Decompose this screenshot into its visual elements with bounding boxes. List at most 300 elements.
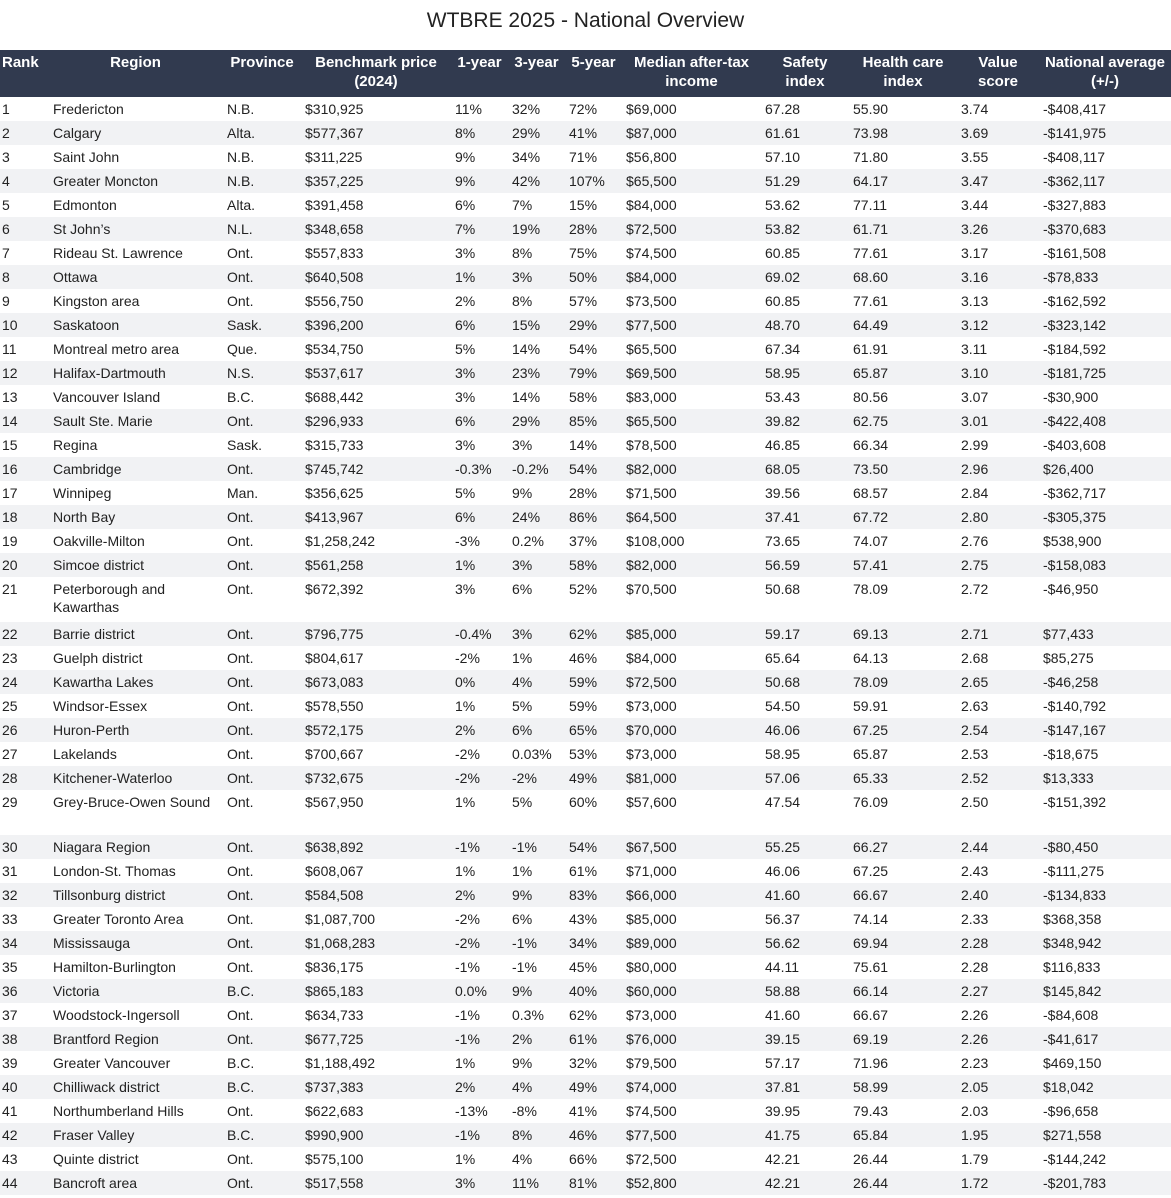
health-care-index-cell: 79.43	[853, 1103, 889, 1119]
five-year-change-cell: 81%	[565, 1171, 622, 1195]
benchmark-price-cell: $311,225	[305, 149, 363, 165]
five-year-change-cell: 57%	[569, 293, 598, 309]
health-care-index-cell: 65.33	[849, 766, 957, 790]
table-body	[0, 97, 1171, 1195]
five-year-change-cell: 14%	[569, 437, 598, 453]
safety-index-cell: 67.28	[765, 101, 801, 117]
one-year-change-cell: -13%	[455, 1103, 488, 1119]
benchmark-price-cell: $315,733	[305, 437, 364, 453]
safety-index-cell: 44.11	[765, 959, 799, 975]
one-year-change-cell: -2%	[455, 650, 480, 666]
table-row	[0, 790, 1171, 835]
rank-cell: 33	[2, 911, 18, 927]
benchmark-price-cell: $700,667	[305, 746, 364, 762]
region-cell: Mississauga	[48, 931, 223, 955]
one-year-change-cell: 1%	[451, 553, 508, 577]
one-year-change-cell: -2%	[455, 911, 480, 927]
median-income-cell: $70,000	[622, 718, 761, 742]
table-row	[0, 646, 1171, 670]
safety-index-cell: 59.17	[761, 622, 849, 646]
benchmark-price-cell: $348,658	[301, 217, 451, 241]
median-income-cell: $72,500	[626, 1151, 677, 1167]
health-care-index-cell: 61.71	[849, 217, 957, 241]
median-income-cell: $79,500	[626, 1055, 677, 1071]
five-year-change-cell: 75%	[569, 245, 598, 261]
median-income-cell: $67,500	[622, 835, 761, 859]
region-cell: Grey-Bruce-Owen Sound	[53, 794, 211, 810]
province-cell: Ont.	[227, 746, 254, 762]
safety-index-cell: 46.06	[761, 718, 849, 742]
table-row	[0, 1099, 1171, 1123]
rank-cell: 13	[2, 389, 18, 405]
health-care-index-cell: 80.56	[853, 389, 889, 405]
health-care-index-cell: 76.09	[853, 794, 889, 810]
health-care-index-cell: 78.09	[853, 581, 889, 597]
province-cell: Ont.	[223, 1027, 301, 1051]
health-care-index-cell: 66.67	[853, 1007, 889, 1023]
region-cell: Edmonton	[53, 197, 117, 213]
three-year-change-cell: 4%	[508, 670, 565, 694]
safety-index-cell: 41.60	[761, 883, 849, 907]
one-year-change-cell: -2%	[451, 931, 508, 955]
rank-cell: 27	[2, 746, 18, 762]
rank-cell: 20	[0, 553, 48, 577]
province-cell: Ont.	[227, 698, 254, 714]
five-year-change-cell: 54%	[569, 341, 598, 357]
province-cell: N.L.	[223, 217, 301, 241]
table-row	[0, 265, 1171, 289]
rank-cell: 39	[2, 1055, 18, 1071]
table-row	[0, 241, 1171, 265]
median-income-cell: $73,500	[626, 293, 677, 309]
header-benchmark-price: Benchmark price (2024)	[301, 50, 451, 97]
benchmark-price-cell: $413,967	[301, 505, 451, 529]
three-year-change-cell: -8%	[512, 1103, 537, 1119]
benchmark-price-cell: $557,833	[305, 245, 364, 261]
health-care-index-cell: 67.72	[849, 505, 957, 529]
benchmark-price-cell: $638,892	[301, 835, 451, 859]
value-score-cell: 3.13	[961, 293, 989, 309]
three-year-change-cell: 3%	[508, 553, 565, 577]
value-score-cell: 2.05	[957, 1075, 1039, 1099]
region-cell: Bancroft area	[48, 1171, 223, 1195]
header-health-care-index: Health care index	[849, 50, 957, 97]
benchmark-price-cell: $796,775	[301, 622, 451, 646]
median-income-cell: $74,000	[622, 1075, 761, 1099]
one-year-change-cell: -1%	[451, 1123, 508, 1147]
national-average-cell: -$408,417	[1043, 101, 1107, 117]
five-year-change-cell: 72%	[569, 101, 598, 117]
province-cell: Sask.	[227, 437, 263, 453]
one-year-change-cell: 2%	[451, 1075, 508, 1099]
three-year-change-cell: 3%	[512, 437, 533, 453]
benchmark-price-cell: $561,258	[301, 553, 451, 577]
health-care-index-cell: 75.61	[853, 959, 889, 975]
one-year-change-cell: 7%	[451, 217, 508, 241]
one-year-change-cell: -0.4%	[451, 622, 508, 646]
five-year-change-cell: 59%	[569, 698, 598, 714]
rank-cell: 8	[0, 265, 48, 289]
table-row	[0, 529, 1171, 553]
table-row	[0, 694, 1171, 718]
one-year-change-cell: 1%	[455, 1151, 476, 1167]
rank-cell: 4	[0, 169, 48, 193]
one-year-change-cell: -1%	[451, 835, 508, 859]
three-year-change-cell: 34%	[512, 149, 541, 165]
rank-cell: 2	[0, 121, 48, 145]
health-care-index-cell: 77.11	[853, 197, 887, 213]
table-row	[0, 1003, 1171, 1027]
one-year-change-cell: 11%	[455, 101, 482, 117]
benchmark-price-cell: $1,188,492	[305, 1055, 376, 1071]
five-year-change-cell: 50%	[565, 265, 622, 289]
rank-cell: 23	[2, 650, 18, 666]
safety-index-cell: 57.06	[761, 766, 849, 790]
five-year-change-cell: 41%	[569, 1103, 598, 1119]
value-score-cell: 2.43	[961, 863, 989, 879]
three-year-change-cell: 9%	[512, 485, 533, 501]
province-cell: Ont.	[223, 931, 301, 955]
region-cell: Peterborough and Kawarthas	[53, 581, 166, 615]
table-row	[0, 1147, 1171, 1171]
national-average-cell: -$30,900	[1043, 389, 1099, 405]
five-year-change-cell: 54%	[565, 457, 622, 481]
median-income-cell: $65,500	[622, 169, 761, 193]
five-year-change-cell: 65%	[565, 718, 622, 742]
header-province: Province	[223, 50, 301, 97]
three-year-change-cell: 4%	[508, 1075, 565, 1099]
median-income-cell: $108,000	[626, 533, 685, 549]
province-cell: Ont.	[227, 293, 254, 309]
three-year-change-cell: 2%	[508, 1027, 565, 1051]
table-row	[0, 1051, 1171, 1075]
one-year-change-cell: 6%	[451, 505, 508, 529]
one-year-change-cell: -1%	[451, 1027, 508, 1051]
rank-cell: 26	[0, 718, 48, 742]
table-row	[0, 907, 1171, 931]
five-year-change-cell: 29%	[565, 313, 622, 337]
health-care-index-cell: 69.19	[849, 1027, 957, 1051]
one-year-change-cell: -2%	[455, 746, 480, 762]
one-year-change-cell: 1%	[455, 794, 476, 810]
national-average-cell: -$181,725	[1039, 361, 1171, 385]
one-year-change-cell: -2%	[451, 766, 508, 790]
safety-index-cell: 46.06	[765, 863, 801, 879]
national-average-cell: -$201,783	[1039, 1171, 1171, 1195]
safety-index-cell: 39.82	[761, 409, 849, 433]
province-cell: Ont.	[227, 1151, 254, 1167]
region-cell: Cambridge	[48, 457, 223, 481]
rank-cell: 14	[0, 409, 48, 433]
header-safety-index: Safety index	[761, 50, 849, 97]
one-year-change-cell: 3%	[455, 245, 476, 261]
safety-index-cell: 39.56	[765, 485, 801, 501]
five-year-change-cell: 32%	[569, 1055, 598, 1071]
province-cell: Ont.	[223, 835, 301, 859]
province-cell: Ont.	[223, 409, 301, 433]
benchmark-price-cell: $732,675	[301, 766, 451, 790]
rank-cell: 34	[0, 931, 48, 955]
national-average-cell: -$327,883	[1043, 197, 1107, 213]
province-cell: Ont.	[227, 911, 254, 927]
three-year-change-cell: 8%	[508, 1123, 565, 1147]
safety-index-cell: 53.82	[761, 217, 849, 241]
median-income-cell: $84,000	[626, 650, 677, 666]
median-income-cell: $71,500	[626, 485, 677, 501]
median-income-cell: $85,000	[626, 911, 677, 927]
region-cell: Tillsonburg district	[48, 883, 223, 907]
benchmark-price-cell: $865,183	[301, 979, 451, 1003]
rank-cell: 6	[0, 217, 48, 241]
region-cell: Huron-Perth	[48, 718, 223, 742]
one-year-change-cell: 1%	[451, 265, 508, 289]
safety-index-cell: 54.50	[765, 698, 801, 714]
rank-cell: 44	[0, 1171, 48, 1195]
three-year-change-cell: 15%	[508, 313, 565, 337]
benchmark-price-cell: $575,100	[305, 1151, 364, 1167]
benchmark-price-cell: $804,617	[305, 650, 364, 666]
province-cell: B.C.	[223, 1123, 301, 1147]
five-year-change-cell: 40%	[565, 979, 622, 1003]
five-year-change-cell: 34%	[565, 931, 622, 955]
national-average-cell: $145,842	[1039, 979, 1171, 1003]
national-average-cell: $271,558	[1039, 1123, 1171, 1147]
value-score-cell: 3.47	[957, 169, 1039, 193]
region-cell: Fraser Valley	[48, 1123, 223, 1147]
safety-index-cell: 39.15	[761, 1027, 849, 1051]
national-average-cell: -$141,975	[1039, 121, 1171, 145]
safety-index-cell: 67.34	[765, 341, 801, 357]
national-average-cell: $13,333	[1039, 766, 1171, 790]
province-cell: Ont.	[223, 553, 301, 577]
value-score-cell: 2.33	[961, 911, 989, 927]
region-cell: Winnipeg	[53, 485, 112, 501]
province-cell: Ont.	[227, 1103, 254, 1119]
province-cell: N.B.	[227, 149, 255, 165]
safety-index-cell: 42.21	[765, 1151, 801, 1167]
table-row	[0, 670, 1171, 694]
province-cell: Ont.	[223, 766, 301, 790]
value-score-cell: 2.65	[957, 670, 1039, 694]
value-score-cell: 3.07	[961, 389, 989, 405]
province-cell: Ont.	[227, 245, 254, 261]
one-year-change-cell: 6%	[451, 313, 508, 337]
benchmark-price-cell: $556,750	[305, 293, 364, 309]
one-year-change-cell: 6%	[451, 409, 508, 433]
one-year-change-cell: 2%	[451, 718, 508, 742]
three-year-change-cell: 1%	[512, 863, 533, 879]
three-year-change-cell: -2%	[508, 766, 565, 790]
province-cell: N.S.	[223, 361, 301, 385]
page-title: WTBRE 2025 - National Overview	[426, 9, 745, 32]
health-care-index-cell: 62.75	[849, 409, 957, 433]
median-income-cell: $84,000	[622, 265, 761, 289]
three-year-change-cell: -0.2%	[508, 457, 565, 481]
rank-cell: 22	[0, 622, 48, 646]
value-score-cell: 2.96	[957, 457, 1039, 481]
one-year-change-cell: 0.0%	[451, 979, 508, 1003]
national-average-cell: -$140,792	[1043, 698, 1107, 714]
safety-index-cell: 56.62	[761, 931, 849, 955]
region-cell: Calgary	[48, 121, 223, 145]
five-year-change-cell: 61%	[565, 1027, 622, 1051]
one-year-change-cell: 3%	[451, 1171, 508, 1195]
national-average-cell: -$96,658	[1043, 1103, 1099, 1119]
national-average-cell: -$162,592	[1043, 293, 1107, 309]
three-year-change-cell: 9%	[508, 883, 565, 907]
three-year-change-cell: 3%	[508, 622, 565, 646]
header-national-average: National average (+/-)	[1039, 50, 1171, 97]
national-average-cell: $538,900	[1043, 533, 1102, 549]
five-year-change-cell: 86%	[565, 505, 622, 529]
value-score-cell: 2.63	[961, 698, 989, 714]
province-cell: Ont.	[223, 622, 301, 646]
table-row	[0, 385, 1171, 409]
safety-index-cell: 37.41	[761, 505, 849, 529]
one-year-change-cell: 8%	[451, 121, 508, 145]
rank-cell: 21	[2, 581, 18, 597]
median-income-cell: $80,000	[626, 959, 677, 975]
province-cell: Ont.	[227, 959, 254, 975]
health-care-index-cell: 71.80	[853, 149, 889, 165]
table-row	[0, 217, 1171, 241]
value-score-cell: 2.71	[957, 622, 1039, 646]
table-row	[0, 955, 1171, 979]
benchmark-price-cell: $608,067	[305, 863, 364, 879]
median-income-cell: $69,000	[626, 101, 677, 117]
safety-index-cell: 61.61	[761, 121, 849, 145]
benchmark-price-cell: $688,442	[305, 389, 364, 405]
median-income-cell: $69,500	[622, 361, 761, 385]
benchmark-price-cell: $310,925	[305, 101, 364, 117]
header-rank: Rank	[0, 50, 48, 97]
five-year-change-cell: 41%	[565, 121, 622, 145]
one-year-change-cell: 3%	[455, 437, 476, 453]
five-year-change-cell: 58%	[565, 553, 622, 577]
health-care-index-cell: 64.17	[849, 169, 957, 193]
province-cell: Man.	[227, 485, 259, 501]
three-year-change-cell: 29%	[508, 121, 565, 145]
table-row	[0, 97, 1171, 121]
table-row	[0, 289, 1171, 313]
five-year-change-cell: 66%	[569, 1151, 598, 1167]
safety-index-cell: 47.54	[765, 794, 801, 810]
national-average-cell: $348,942	[1039, 931, 1171, 955]
province-cell: Ont.	[223, 457, 301, 481]
safety-index-cell: 41.60	[765, 1007, 801, 1023]
value-score-cell: 2.54	[957, 718, 1039, 742]
three-year-change-cell: 23%	[508, 361, 565, 385]
value-score-cell: 2.80	[957, 505, 1039, 529]
health-care-index-cell: 67.25	[849, 718, 957, 742]
benchmark-price-cell: $640,508	[301, 265, 451, 289]
national-average-cell: -$144,242	[1043, 1151, 1107, 1167]
table-row	[0, 835, 1171, 859]
national-average-cell: -$134,833	[1039, 883, 1171, 907]
one-year-change-cell: 1%	[455, 1055, 476, 1071]
value-score-cell: 2.40	[957, 883, 1039, 907]
table-row	[0, 766, 1171, 790]
three-year-change-cell: 6%	[512, 911, 533, 927]
three-year-change-cell: 29%	[508, 409, 565, 433]
region-cell: Windsor-Essex	[53, 698, 148, 714]
median-income-cell: $82,000	[622, 457, 761, 481]
rank-cell: 31	[2, 863, 18, 879]
region-cell: Lakelands	[53, 746, 117, 762]
five-year-change-cell: 54%	[565, 835, 622, 859]
health-care-index-cell: 61.91	[853, 341, 889, 357]
national-average-cell: -$362,117	[1039, 169, 1171, 193]
national-average-cell: -$370,683	[1039, 217, 1171, 241]
rank-cell: 28	[0, 766, 48, 790]
rank-cell: 41	[2, 1103, 18, 1119]
safety-index-cell: 69.02	[761, 265, 849, 289]
health-care-index-cell: 67.25	[853, 863, 889, 879]
national-average-cell: $18,042	[1039, 1075, 1171, 1099]
one-year-change-cell: 9%	[451, 169, 508, 193]
value-score-cell: 2.75	[957, 553, 1039, 577]
median-income-cell: $87,000	[622, 121, 761, 145]
region-cell: Oakville-Milton	[53, 533, 145, 549]
national-average-cell: -$158,083	[1039, 553, 1171, 577]
region-cell: Quinte district	[53, 1151, 139, 1167]
health-care-index-cell: 65.84	[849, 1123, 957, 1147]
safety-index-cell: 39.95	[765, 1103, 801, 1119]
value-score-cell: 2.28	[961, 959, 989, 975]
safety-index-cell: 42.21	[761, 1171, 849, 1195]
province-cell: Ont.	[223, 718, 301, 742]
national-average-cell: -$41,617	[1039, 1027, 1171, 1051]
five-year-change-cell: 79%	[565, 361, 622, 385]
table-row	[0, 1027, 1171, 1051]
rank-cell: 10	[0, 313, 48, 337]
health-care-index-cell: 55.90	[853, 101, 889, 117]
one-year-change-cell: -0.3%	[451, 457, 508, 481]
one-year-change-cell: -3%	[455, 533, 480, 549]
median-income-cell: $64,500	[622, 505, 761, 529]
three-year-change-cell: 0.2%	[512, 533, 544, 549]
value-score-cell: 3.11	[961, 341, 988, 357]
national-average-cell: $77,433	[1039, 622, 1171, 646]
table-row	[0, 337, 1171, 361]
region-cell: Kawartha Lakes	[48, 670, 223, 694]
five-year-change-cell: 28%	[565, 217, 622, 241]
safety-index-cell: 57.17	[765, 1055, 801, 1071]
national-average-cell: -$403,608	[1043, 437, 1107, 453]
three-year-change-cell: -1%	[508, 835, 565, 859]
header-5-year: 5-year	[565, 50, 622, 97]
province-cell: Ont.	[227, 863, 254, 879]
national-average-cell: -$46,258	[1039, 670, 1171, 694]
table-row	[0, 1123, 1171, 1147]
national-average-cell: $469,150	[1043, 1055, 1102, 1071]
table-row	[0, 121, 1171, 145]
value-score-cell: 2.52	[957, 766, 1039, 790]
health-care-index-cell: 74.14	[853, 911, 889, 927]
five-year-change-cell: 62%	[565, 622, 622, 646]
median-income-cell: $78,500	[626, 437, 677, 453]
value-score-cell: 3.17	[961, 245, 989, 261]
benchmark-price-cell: $672,392	[305, 581, 364, 597]
table-row	[0, 979, 1171, 1003]
value-score-cell: 2.26	[957, 1027, 1039, 1051]
median-income-cell: $89,000	[622, 931, 761, 955]
benchmark-price-cell: $391,458	[305, 197, 364, 213]
table-row	[0, 313, 1171, 337]
value-score-cell: 3.44	[961, 197, 989, 213]
benchmark-price-cell: $836,175	[305, 959, 364, 975]
value-score-cell: 2.53	[961, 746, 989, 762]
